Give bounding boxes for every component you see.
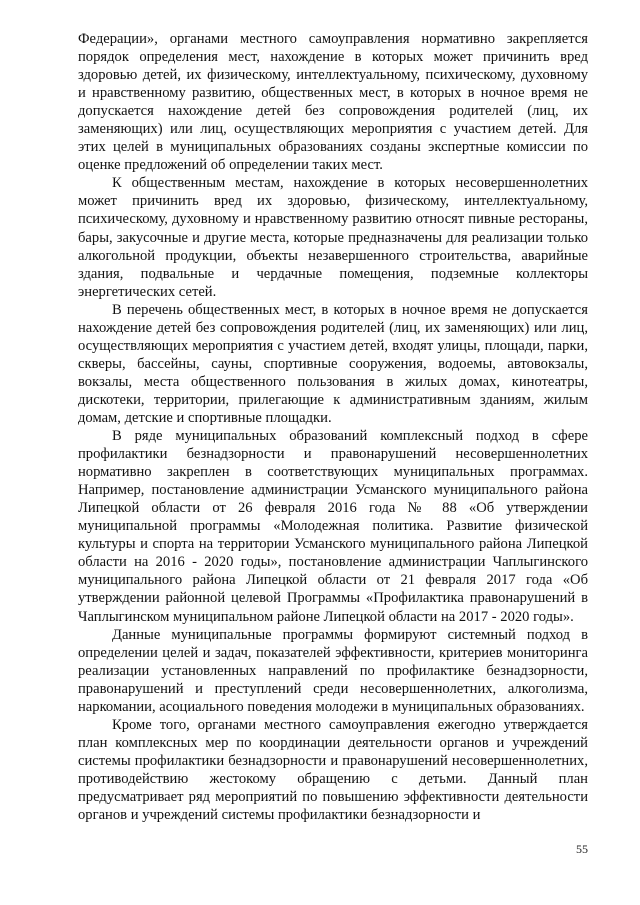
paragraph-2: К общественным местам, нахождение в которых несовершеннолетних может причинить вред их здоровью, физическому, интеллектуальному, психическому, духовному и нравственному развитию относят пивные рестораны, бары, закусочные и другие места, которые предназначены для реализации только алкогольной продукции, объекты незавершенного строительства, аварийные здания, подвальные и чердачные помещения, подземные коллекторы энергетических сетей. bbox=[78, 175, 588, 300]
page-number: 55 bbox=[576, 842, 588, 856]
paragraph-4: В ряде муниципальных образований комплексный подход в сфере профилактики безнадзорности и правонарушений несовершеннолетних нормативно закреплен в соответствующих муниципальных программах. Например, постановление администрации Усманского муниципального района Липецкой области от 26 февраля 2016 года № 88 «Об утверждении муниципальной программы «Молодежная политика. Развитие физической культуры и спорта на территории Усманского муниципального района Липецкой области на 2016 - 2020 годы», постановление администрации Чаплыгинского муниципального района Липецкой области от 21 февраля 2017 года «Об утверждении районной целевой Программы «Профилактика правонарушений в Чаплыгинском муниципальном районе Липецкой области на 2017 - 2020 годы». bbox=[78, 428, 588, 625]
document-page bbox=[78, 30, 588, 824]
paragraph-6: Кроме того, органами местного самоуправления ежегодно утверждается план комплексных мер по координации деятельности органов и учреждений системы профилактики безнадзорности и правонарушений несовершеннолетних, противодействию жестокому обращению с детьми. Данный план предусматривает ряд мероприятий по повышению эффективности деятельности органов и учреждений системы профилактики безнадзорности и bbox=[78, 716, 588, 824]
paragraph-3: В перечень общественных мест, в которых в ночное время не допускается нахождение детей без сопровождения родителей (лиц, их заменяющих) или лиц, осуществляющих мероприятия с участием детей, входят улицы, площади, парки, скверы, бассейны, сауны, спортивные сооружения, водоемы, автовокзалы, вокзалы, места общественного пользования в жилых домах, кинотеатры, дискотеки, территории, прилегающие к административным зданиям, жилым домам, детские и спортивные площадки. bbox=[78, 301, 588, 426]
paragraph-5: Данные муниципальные программы формируют системный подход в определении целей и задач, показателей эффективности, критериев мониторинга реализации установленных направлений по профилактике безнадзорности, правонарушений и преступлений среди несовершеннолетних, алкоголизма, наркомании, асоциального поведения молодежи в муниципальных образованиях. bbox=[78, 626, 588, 715]
paragraph-1: Федерации», органами местного самоуправления нормативно закрепляется порядок определения мест, нахождение в которых может причинить вред здоровью детей, их физическому, интеллектуальному, психическому, духовному и нравственному развитию, общественных мест, в которых в ночное время не допускается нахождение детей без сопровождения родителей (лиц, их заменяющих) или лиц, осуществляющих мероприятия с участием детей. Для этих целей в муниципальных образованиях созданы экспертные комиссии по оценке предложений об определении таких мест. bbox=[78, 31, 588, 174]
